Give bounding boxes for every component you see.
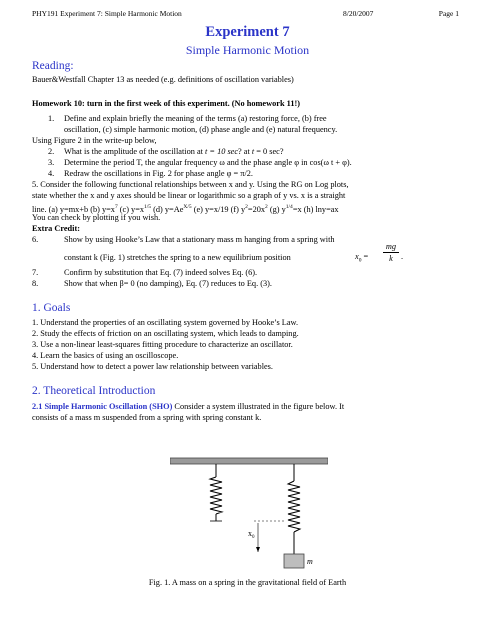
item-number: 3. bbox=[48, 158, 55, 167]
homework-item-5-line-4: You can check by plotting if you wish. bbox=[32, 213, 161, 222]
header-course: PHY191 Experiment 7: Simple Harmonic Motion bbox=[32, 9, 182, 18]
formula-numerator: mg bbox=[383, 242, 399, 253]
item-number: 8. bbox=[32, 279, 39, 288]
reading-heading: Reading: bbox=[32, 60, 74, 72]
goal-item: 1. Understand the properties of an oscillating system governed by Hooke’s Law. bbox=[32, 318, 299, 327]
homework-item-8: Show that when β= 0 (no damping), Eq. (7) reduces to Eq. (3). bbox=[64, 279, 272, 288]
homework-item-6-line-2: constant k (Fig. 1) stretches the spring to a new equilibrium position bbox=[64, 253, 291, 262]
mass-spring-figure bbox=[170, 455, 328, 569]
label-mass: m bbox=[307, 557, 313, 566]
spring-left bbox=[210, 464, 222, 521]
goal-item: 5. Understand how to detect a power law relationship between variables. bbox=[32, 362, 273, 371]
homework-item-5-line-2: state whether the x and y axes should be linear or logarithmic so a graph of y vs. x is a straight bbox=[32, 191, 346, 200]
homework-item-6-line-1: Show by using Hooke’s Law that a stationary mass m hanging from a spring with bbox=[64, 235, 335, 244]
arrow-head-icon bbox=[256, 547, 260, 552]
header-page-number: Page 1 bbox=[438, 9, 459, 18]
header-date: 8/20/2007 bbox=[343, 9, 374, 18]
theory-paragraph-line-1: 2.1 Simple Harmonic Oscillation (SHO) Consider a system illustrated in the figure below. It bbox=[32, 402, 345, 411]
item-number: 6. bbox=[32, 235, 39, 244]
extra-credit-heading: Extra Credit: bbox=[32, 224, 81, 233]
hanging-mass bbox=[284, 554, 304, 568]
figure-caption: Fig. 1. A mass on a spring in the gravitational field of Earth bbox=[148, 578, 347, 587]
homework-item-4: Redraw the oscillations in Fig. 2 for phase angle φ = π/2. bbox=[64, 169, 254, 178]
homework-item-5-line-3: line. (a) y=mx+b (b) $y=x^7$ (c) $y=x^{1/5}$ (d) $y=Ae^{X/5}$ (e) y=x/19 (f) $y^2=20x^2$ (g) $y^{1/4}=x$ (h) lny=ax bbox=[32, 204, 339, 214]
formula-period: . bbox=[401, 252, 404, 261]
goal-item: 2. Study the effects of friction on an oscillating system, which leads to damping. bbox=[32, 329, 299, 338]
spring-right bbox=[288, 464, 300, 554]
item-number: 4. bbox=[48, 169, 55, 178]
homework-item-3: Determine the period T, the angular frequency ω and the phase angle φ in cos(ω t + φ). bbox=[64, 158, 352, 167]
goal-item: 4. Learn the basics of using an oscilloscope. bbox=[32, 351, 179, 360]
equilibrium-formula: $x_0$ = bbox=[355, 252, 369, 264]
reading-text: Bauer&Westfall Chapter 13 as needed (e.g. definitions of oscillation variables) bbox=[32, 75, 294, 84]
homework-heading: Homework 10: turn in the first week of this experiment. (No homework 11!) bbox=[32, 99, 300, 108]
goal-item: 3. Use a non-linear least-squares fitting procedure to characterize an oscillator. bbox=[32, 340, 293, 349]
homework-item-1-line-2: oscillation, (c) simple harmonic motion, (d) phase angle and (e) natural frequency. bbox=[64, 125, 338, 134]
goals-heading: 1. Goals bbox=[32, 302, 71, 314]
homework-item-2: What is the amplitude of the oscillation at t = 10 sec? at t = 0 sec? bbox=[64, 147, 284, 156]
item-number: 2. bbox=[48, 147, 55, 156]
homework-item-5-line-1: 5. Consider the following functional relationships between x and y. Using the RG on Log plots, bbox=[32, 180, 349, 189]
label-x0: $x_0$ bbox=[248, 529, 255, 540]
item-number: 1. bbox=[48, 114, 55, 123]
ceiling-support bbox=[170, 458, 328, 464]
homework-fig2-note: Using Figure 2 in the write-up below, bbox=[32, 136, 157, 145]
page-subtitle: Simple Harmonic Motion bbox=[185, 43, 310, 57]
item-number: 7. bbox=[32, 268, 39, 277]
page-title: Experiment 7 bbox=[205, 24, 290, 40]
formula-denominator: k bbox=[389, 254, 393, 263]
homework-item-7: Confirm by substitution that Eq. (7) indeed solves Eq. (6). bbox=[64, 268, 258, 277]
theory-paragraph-line-2: consists of a mass m suspended from a spring with spring constant k. bbox=[32, 413, 262, 422]
theory-heading: 2. Theoretical Introduction bbox=[32, 385, 156, 397]
homework-item-1-line-1: Define and explain briefly the meaning of the terms (a) restoring force, (b) free bbox=[64, 114, 327, 123]
